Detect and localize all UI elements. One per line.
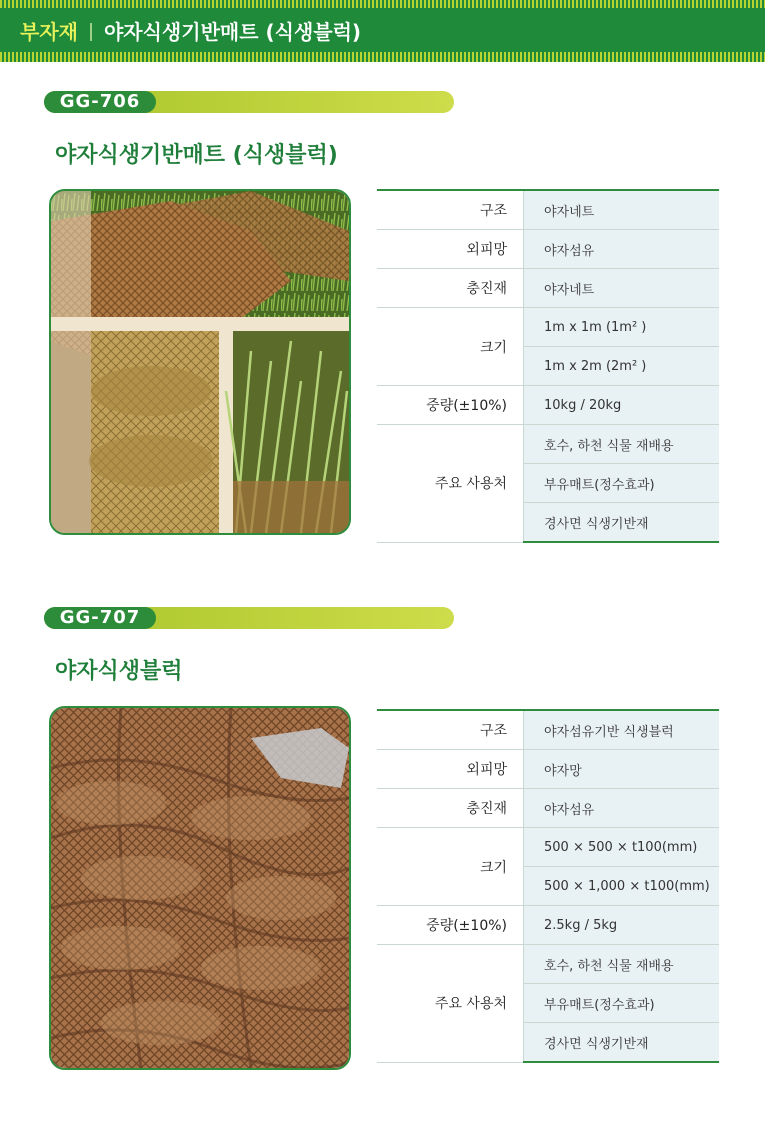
spec-value: 500 × 1,000 × t100(mm) [524, 867, 720, 906]
spec-label: 외피망 [377, 230, 524, 269]
spec-value: 야자섬유 [524, 230, 720, 269]
spec-label: 중량(±10%) [377, 906, 524, 945]
product-code-2: GG-707 [44, 607, 156, 629]
spec-label: 주요 사용처 [377, 425, 524, 543]
spec-value: 야자섬유기반 식생블럭 [524, 710, 720, 750]
spec-label: 충진재 [377, 269, 524, 308]
spec-table-2 [377, 709, 719, 1063]
spec-value: 부유매트(정수효과) [524, 464, 720, 503]
spec-table-1 [377, 189, 719, 543]
coir-mat-photo [49, 189, 351, 535]
header-stripe-bottom [0, 52, 765, 62]
header-name: 야자식생기반매트 (식생블럭) [103, 20, 362, 44]
spec-label: 외피망 [377, 750, 524, 789]
spec-value: 야자섬유 [524, 789, 720, 828]
spec-label: 구조 [377, 710, 524, 750]
spec-value: 야자네트 [524, 269, 720, 308]
spec-value: 야자네트 [524, 190, 720, 230]
spec-value: 호수, 하천 식물 재배용 [524, 425, 720, 464]
spec-value: 호수, 하천 식물 재배용 [524, 945, 720, 984]
spec-label: 충진재 [377, 789, 524, 828]
spec-value: 10kg / 20kg [524, 386, 720, 425]
header-stripe-top [0, 0, 765, 8]
spec-label: 중량(±10%) [377, 386, 524, 425]
header-category: 부자재 [20, 20, 78, 44]
product-code-1: GG-706 [44, 91, 156, 113]
header-divider [90, 23, 92, 41]
product-title-1: 야자식생기반매트 (식생블럭) [55, 143, 338, 168]
spec-value: 1m x 1m (1m² ) [524, 308, 720, 347]
spec-label: 구조 [377, 190, 524, 230]
spec-value: 1m x 2m (2m² ) [524, 347, 720, 386]
spec-label: 크기 [377, 308, 524, 386]
header-title [20, 12, 361, 52]
spec-value: 부유매트(정수효과) [524, 984, 720, 1023]
spec-value: 야자망 [524, 750, 720, 789]
coir-block-photo [49, 706, 351, 1070]
spec-label: 주요 사용처 [377, 945, 524, 1063]
page-header [0, 0, 765, 62]
spec-value: 2.5kg / 5kg [524, 906, 720, 945]
spec-value: 경사면 식생기반재 [524, 503, 720, 543]
spec-label: 크기 [377, 828, 524, 906]
spec-value: 경사면 식생기반재 [524, 1023, 720, 1063]
spec-value: 500 × 500 × t100(mm) [524, 828, 720, 867]
product-title-2: 야자식생블럭 [55, 659, 183, 684]
